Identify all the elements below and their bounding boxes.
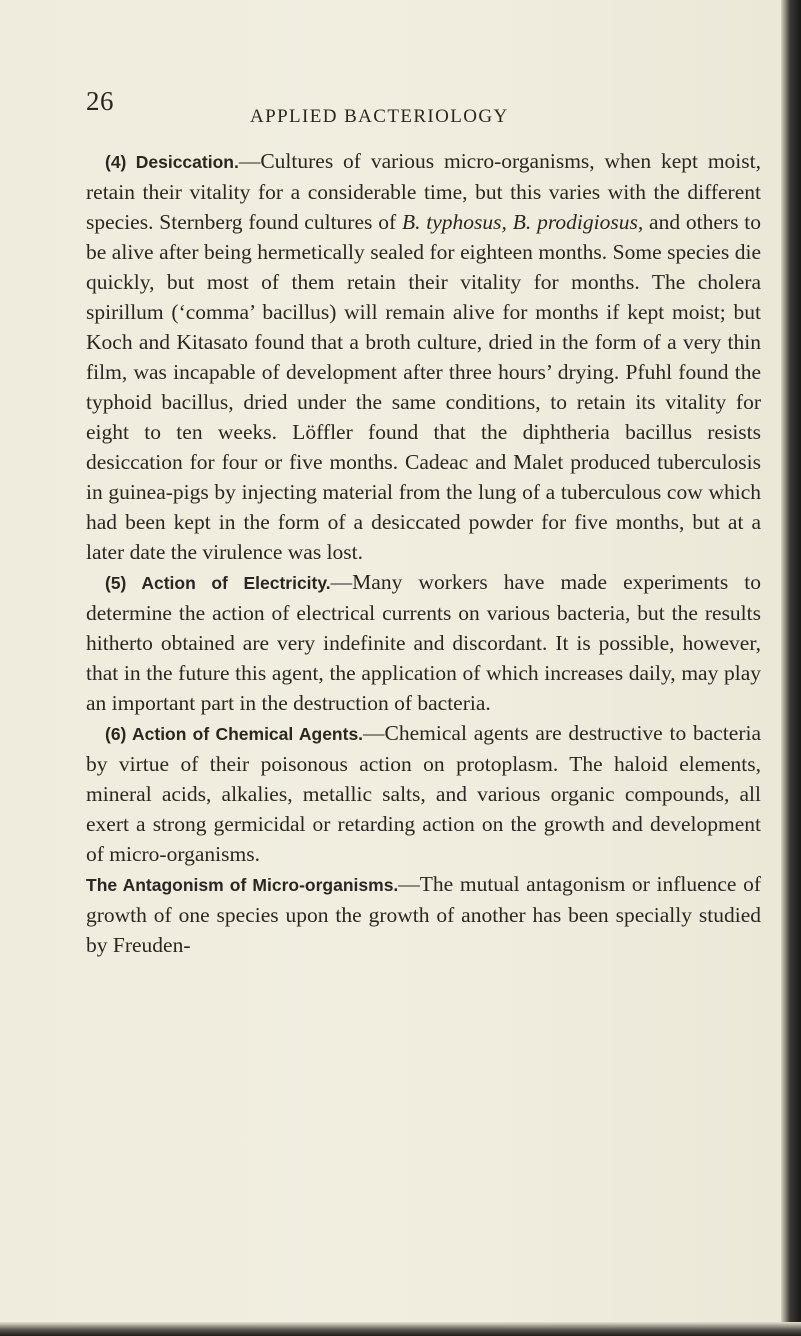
book-spine-edge xyxy=(781,0,801,1336)
body-text xyxy=(86,146,761,960)
page-bottom-edge xyxy=(0,1322,801,1336)
heading-desiccation: (4) Desiccation. xyxy=(105,152,239,172)
desiccation-text-1: —Cultures of various micro-organisms, when kept moist, retain their vitality for a considerable time, but this varies with the different species. Sternberg found cultures of xyxy=(86,149,761,234)
paragraph-chemical-agents xyxy=(86,718,761,869)
page-number: 26 xyxy=(86,86,114,116)
paragraph-desiccation xyxy=(86,146,761,567)
chemical-agents-text: —Chemical agents are destructive to bacteria by virtue of their poisonous action on protoplasm. The haloid elements, mineral acids, alkalies, metallic salts, and various organic compounds, all exert a strong germicidal or retarding action on the growth and development of micro-organisms. xyxy=(86,721,762,866)
heading-chemical-agents: (6) Action of Chemical Agents. xyxy=(105,724,364,744)
paragraph-antagonism xyxy=(86,869,761,960)
heading-electricity: (5) Action of Electricity. xyxy=(105,573,331,593)
heading-antagonism: The Antagonism of Micro-organisms. xyxy=(86,875,399,895)
antagonism-text: —The mutual antagonism or influence of growth of one species upon the growth of another has been specially studied by Freuden- xyxy=(86,872,761,957)
desiccation-text-2: and others to be alive after being hermetically sealed for eighteen months. Some species die quickly, but most of them retain their vitality for months. The cholera spirillum (‘comma’ bacillus) will remain alive for months if kept moist; but Koch and Kitasato found that a broth culture, dried in the form of a very thin film, was incapable of development after three hours’ drying. Pfuhl found the typhoid bacillus, dried under the same conditions, to retain its vitality for eight to ten weeks. Löffler found that the diphtheria bacillus resists desiccation for four or five months. Cadeac and Malet produced tuberculosis in guinea-pigs by injecting material from the lung of a tuberculous cow which had been kept in the form of a desiccated powder for five months, but at a later date the virulence was lost. xyxy=(86,210,761,564)
electricity-text: —Many workers have made experiments to determine the action of electrical currents on various bacteria, but the results hitherto obtained are very indefinite and discordant. It is possible, however, that in the future this agent, the application of which increases daily, may play an important part in the destruction of bacteria. xyxy=(86,570,762,715)
running-head: APPLIED BACTERIOLOGY xyxy=(250,106,509,127)
species-names: B. typhosus, B. prodigiosus, xyxy=(401,210,644,234)
paragraph-electricity xyxy=(86,567,761,718)
